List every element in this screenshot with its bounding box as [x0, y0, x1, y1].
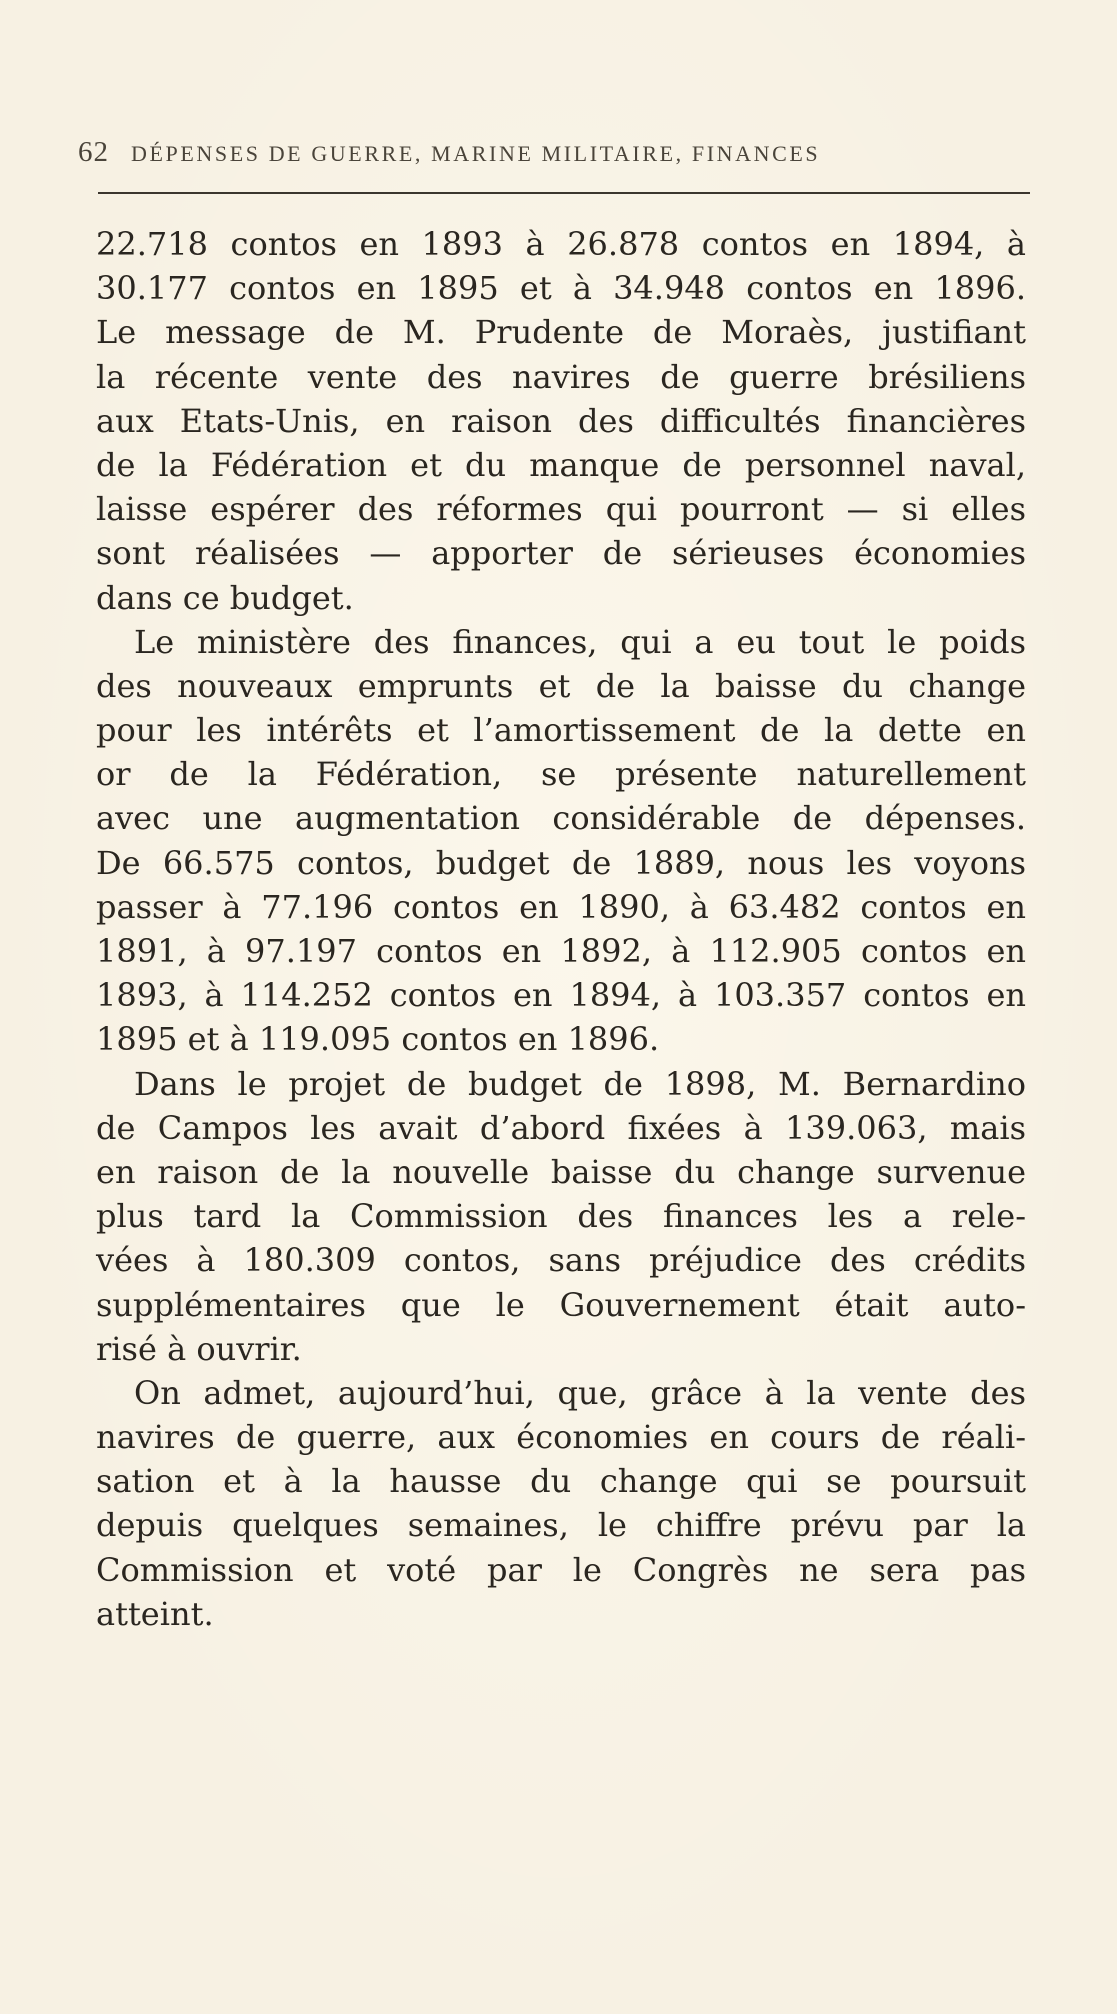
text-line: laisse espérer des réformes qui pourront — si elles [96, 490, 1026, 529]
text-line: vées à 180.309 contos, sans préjudice des crédits [96, 1241, 1026, 1280]
text-line: supplémentaires que le Gouvernement était auto- [96, 1285, 1026, 1324]
text-line: aux Etats-Unis, en raison des difficultés financières [96, 401, 1026, 440]
text-line: des nouveaux emprunts et de la baisse du change [96, 666, 1026, 705]
text-line: risé à ouvrir. [96, 1329, 302, 1368]
text-line: Commission et voté par le Congrès ne sera pas [96, 1550, 1026, 1589]
text-line: la récente vente des navires de guerre brésiliens [96, 357, 1026, 396]
text-line: 1895 et à 119.095 contos en 1896. [96, 1020, 660, 1059]
paragraph-3 [96, 1062, 1026, 1371]
text-line: sation et à la hausse du change qui se poursuit [96, 1462, 1026, 1501]
paragraph-2 [96, 620, 1026, 1062]
text-line: plus tard la Commission des finances les a rele- [96, 1197, 1026, 1236]
body-text [96, 222, 1026, 1636]
paragraph-1 [96, 222, 1026, 620]
paragraph-4 [96, 1371, 1026, 1636]
text-line: en raison de la nouvelle baisse du change survenue [96, 1152, 1026, 1191]
text-line: Le message de M. Prudente de Moraès, justifiant [96, 313, 1026, 352]
text-line: pour les intérêts et l’amortissement de la dette en [96, 711, 1026, 750]
text-line: atteint. [96, 1594, 214, 1633]
text-line: On admet, aujourd’hui, que, grâce à la vente des [134, 1373, 1026, 1412]
text-line: passer à 77.196 contos en 1890, à 63.482 contos en [96, 887, 1026, 926]
text-line: avec une augmentation considérable de dépenses. [96, 799, 1026, 838]
text-line: 22.718 contos en 1893 à 26.878 contos en 1894, à [96, 225, 1026, 263]
text-line: De 66.575 contos, budget de 1889, nous les voyons [96, 843, 1026, 882]
header-rule [98, 192, 1030, 194]
text-line: sont réalisées — apporter de sérieuses économies [96, 534, 1026, 573]
text-line: de Campos les avait d’abord fixées à 139.063, mais [96, 1108, 1026, 1147]
text-line: 1893, à 114.252 contos en 1894, à 103.357 contos en [96, 976, 1026, 1015]
text-line: de la Fédération et du manque de personnel naval, [96, 445, 1026, 484]
text-line: navires de guerre, aux économies en cours de réali- [96, 1418, 1026, 1457]
text-line: Le ministère des finances, qui a eu tout le poids [134, 622, 1026, 661]
text-line: dans ce budget. [96, 578, 354, 617]
text-line: depuis quelques semaines, le chiffre prévu par la [96, 1506, 1026, 1545]
running-header [78, 136, 1040, 176]
text-line: 30.177 contos en 1895 et à 34.948 contos en 1896. [96, 269, 1026, 308]
text-line: or de la Fédération, se présente naturellement [96, 755, 1026, 794]
text-line: 1891, à 97.197 contos en 1892, à 112.905 contos en [96, 932, 1026, 970]
page-number: 62 [78, 136, 109, 168]
running-title: DÉPENSES DE GUERRE, MARINE MILITAIRE, FINANCES [131, 141, 821, 166]
text-line: Dans le projet de budget de 1898, M. Bernardino [134, 1064, 1026, 1103]
